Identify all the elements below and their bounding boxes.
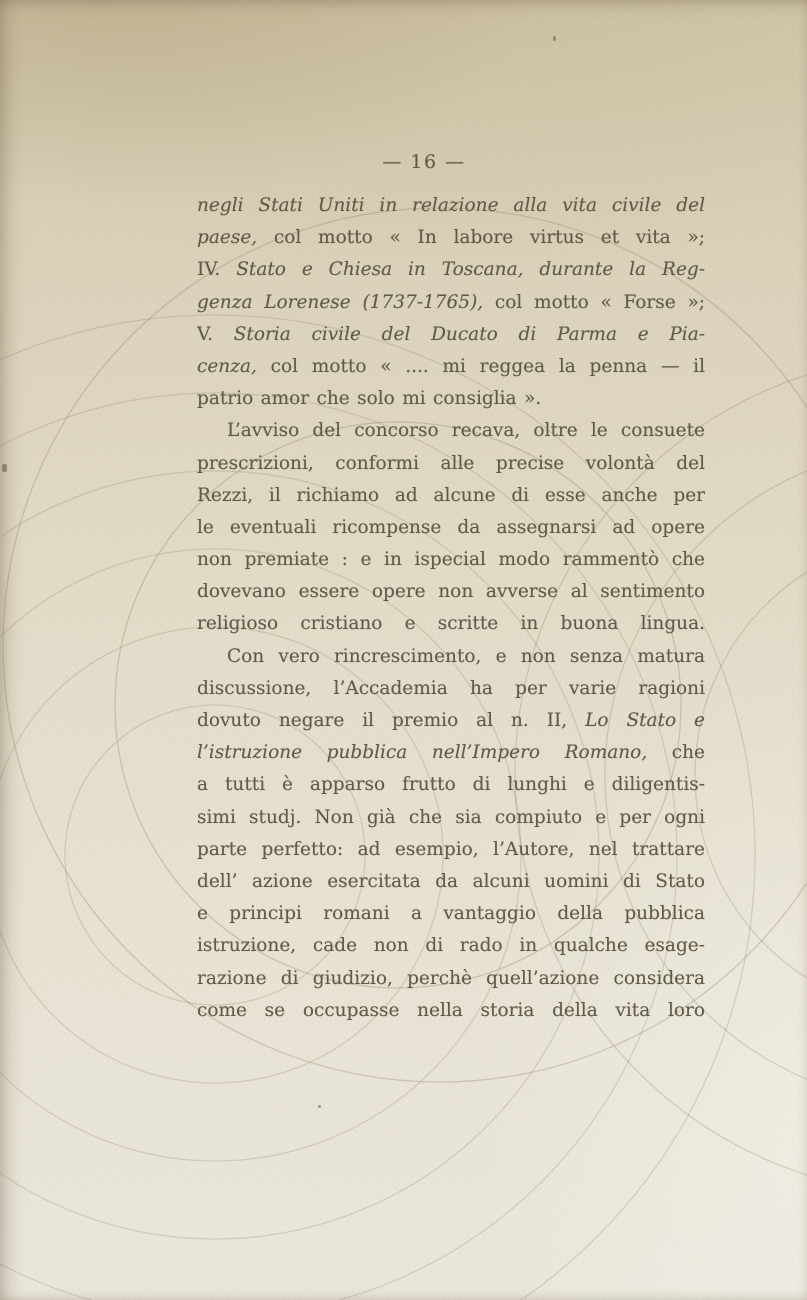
- text-line: [197, 737, 705, 769]
- text-segment: dovevano essere opere non avverse al sentimento: [197, 581, 705, 603]
- italic-text-segment: genza Lorenese (1737-1765),: [197, 291, 484, 313]
- paper-speck: [2, 464, 7, 472]
- text-segment: le eventuali ricompense da assegnarsi ad opere: [197, 516, 705, 538]
- text-line: [197, 544, 705, 576]
- text-line: [197, 190, 705, 222]
- text-segment: a tutti è apparso frutto di lunghi e diligentis-: [197, 774, 705, 796]
- text-segment: IV.: [197, 259, 237, 281]
- text-line: [197, 287, 705, 319]
- body-text-block: [197, 190, 705, 1027]
- text-segment: V.: [197, 323, 234, 345]
- text-segment: Rezzi, il richiamo ad alcune di esse anche per: [197, 484, 705, 506]
- text-line: [197, 351, 705, 383]
- text-line: [197, 641, 705, 673]
- text-segment: col motto « Forse »;: [483, 291, 705, 313]
- italic-text-segment: negli Stati Uniti in relazione alla vita civile del: [197, 195, 705, 216]
- text-segment: simi studj. Non già che sia compiuto e per ogni: [197, 806, 705, 828]
- text-line: [197, 448, 705, 480]
- text-line: [197, 383, 705, 415]
- text-line: [197, 802, 705, 834]
- text-line: [197, 319, 705, 351]
- text-line: [197, 898, 705, 930]
- italic-text-segment: cenza,: [197, 355, 257, 377]
- text-segment: razione di giudizio, perchè quell’azione considera: [197, 967, 705, 989]
- text-line: [197, 930, 705, 962]
- text-segment: e principi romani a vantaggio della pubblica: [197, 903, 705, 925]
- text-segment: che: [647, 742, 705, 764]
- text-line: [197, 705, 705, 737]
- text-segment: religioso cristiano e scritte in buona lingua.: [197, 613, 705, 635]
- italic-text-segment: l’istruzione pubblica nell’Impero Romano,: [197, 742, 648, 764]
- text-line: [197, 480, 705, 512]
- text-segment: col motto « In labore virtus et vita »;: [257, 227, 705, 249]
- italic-text-segment: Stato e Chiesa in Toscana, durante la Reg-: [236, 259, 705, 281]
- italic-text-segment: Lo Stato e: [585, 710, 705, 731]
- text-segment: patrio amor che solo mi consiglia ».: [197, 388, 542, 410]
- text-line: [197, 512, 705, 544]
- text-segment: dell’ azione esercitata da alcuni uomini di Stato: [197, 870, 705, 892]
- text-line: [197, 415, 705, 447]
- text-line: [197, 673, 705, 705]
- italic-text-segment: paese,: [197, 227, 258, 249]
- text-segment: prescrizioni, conformi alle precise volontà del: [197, 452, 705, 474]
- text-line: [197, 254, 705, 286]
- text-line: [197, 866, 705, 898]
- text-segment: dovuto negare il premio al n. II,: [197, 710, 586, 731]
- text-line: [197, 963, 705, 995]
- text-line: [197, 995, 705, 1027]
- text-segment: discussione, l’Accademia ha per varie ragioni: [197, 677, 705, 699]
- italic-text-segment: Storia civile del Ducato di Parma e Pia-: [233, 323, 705, 345]
- text-segment: come se occupasse nella storia della vita loro: [197, 999, 705, 1021]
- text-line: [197, 834, 705, 866]
- text-segment: L’avviso del concorso recava, oltre le consuete: [227, 420, 705, 442]
- text-segment: istruzione, cade non di rado in qualche esage-: [197, 935, 705, 957]
- text-segment: col motto « .... mi reggea la penna — il: [256, 355, 705, 377]
- text-line: [197, 222, 705, 254]
- paper-speck: [553, 36, 556, 41]
- paper-speck: [318, 1105, 321, 1108]
- text-segment: parte perfetto: ad esempio, l’Autore, nel trattare: [197, 838, 705, 860]
- page-number: — 16 —: [382, 151, 466, 173]
- text-segment: non premiate : e in ispecial modo rammentò che: [197, 549, 705, 571]
- text-line: [197, 608, 705, 640]
- text-line: [197, 769, 705, 801]
- text-line: [197, 576, 705, 608]
- text-segment: Con vero rincrescimento, e non senza matura: [227, 645, 705, 667]
